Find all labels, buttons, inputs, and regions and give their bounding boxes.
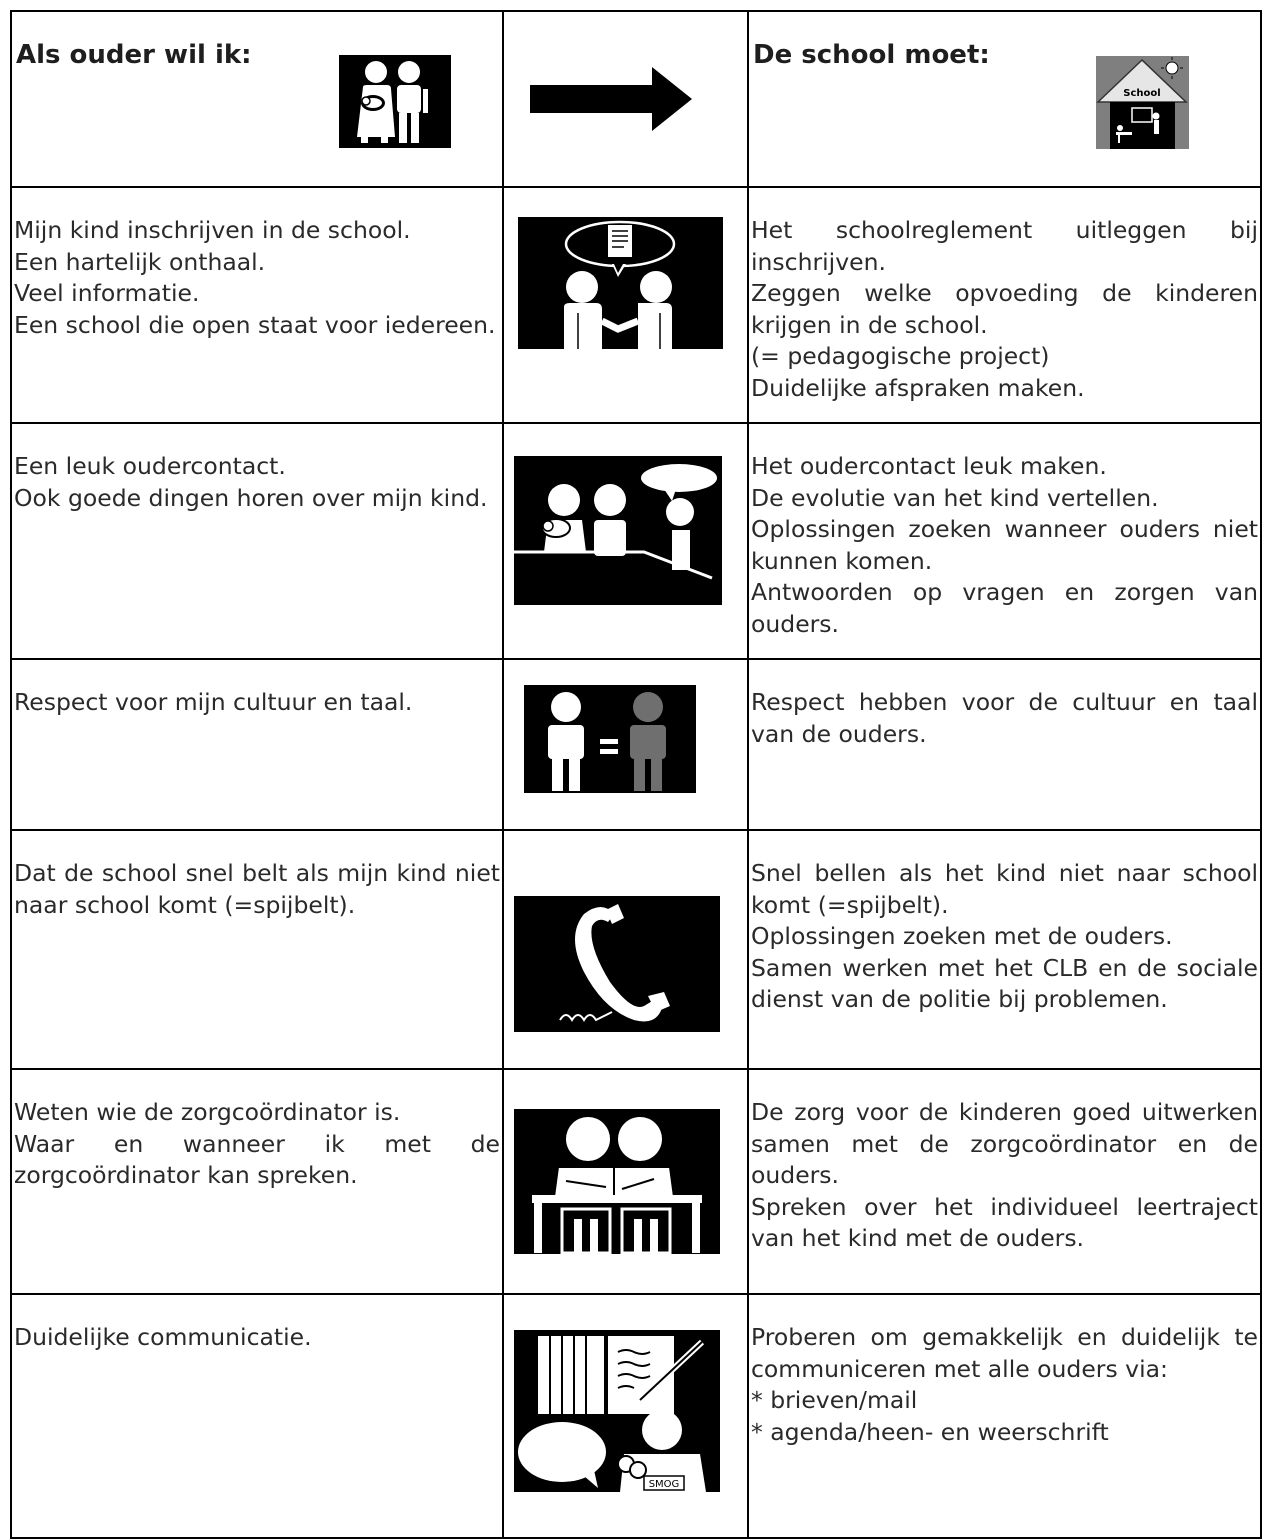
header-arrow-cell xyxy=(503,11,748,187)
table-row xyxy=(11,187,1261,423)
icon-cell xyxy=(503,423,748,659)
school-line: * agenda/heen- en weerschrift xyxy=(751,1417,1109,1446)
parent-line: Weten wie de zorgcoördinator is. xyxy=(14,1098,401,1126)
school-line: Antwoorden op vragen en zorgen van ouders. xyxy=(751,578,1258,638)
school-line: Spreken over het individueel leertraject van het kind met de ouders. xyxy=(751,1192,1258,1252)
header-parent-cell xyxy=(11,11,503,187)
school-cell xyxy=(748,423,1261,659)
smog-label: SMOG xyxy=(648,1479,680,1490)
school-line: Het oudercontact leuk maken. xyxy=(751,452,1107,480)
parent-line: Respect voor mijn cultuur en taal. xyxy=(14,688,413,716)
communication-book-icon xyxy=(514,1330,720,1492)
icon-cell xyxy=(503,1069,748,1294)
school-line: Duidelijke afspraken maken. xyxy=(751,373,1085,402)
table-row xyxy=(11,659,1261,830)
school-cell xyxy=(748,830,1261,1069)
school-cell xyxy=(748,1069,1261,1294)
parent-column-title: Als ouder wil ik: xyxy=(16,40,252,70)
parent-teacher-meeting-icon xyxy=(514,456,722,605)
header-row xyxy=(11,11,1261,187)
school-line: (= pedagogische project) xyxy=(751,342,1050,370)
school-line: De zorg voor de kinderen goed uitwerken samen met de zorgcoördinator en de ouders. xyxy=(751,1098,1258,1189)
telephone-icon xyxy=(514,896,720,1032)
parent-line: Dat de school snel belt als mijn kind niet naar school komt (=spijbelt). xyxy=(14,859,500,919)
school-cell xyxy=(748,187,1261,423)
parent-cell xyxy=(11,659,503,830)
table-row xyxy=(11,830,1261,1069)
parent-school-table xyxy=(10,10,1262,1539)
school-line: Snel bellen als het kind niet naar school komt (=spijbelt). xyxy=(751,859,1258,919)
parent-line: Ook goede dingen horen over mijn kind. xyxy=(14,483,488,512)
parent-line: Een leuk oudercontact. xyxy=(14,452,286,480)
school-line: Samen werken met het CLB en de sociale dienst van de politie bij problemen. xyxy=(751,953,1258,1013)
school-line: * brieven/mail xyxy=(751,1386,918,1414)
icon-cell xyxy=(503,1294,748,1538)
school-column-title: De school moet: xyxy=(753,40,990,70)
parent-line: Duidelijke communicatie. xyxy=(14,1323,312,1351)
school-line: De evolutie van het kind vertellen. xyxy=(751,483,1159,512)
parent-cell xyxy=(11,1069,503,1294)
parent-line: Veel informatie. xyxy=(14,279,200,307)
parent-cell xyxy=(11,423,503,659)
handshake-conversation-icon xyxy=(518,217,723,349)
equal-persons-icon xyxy=(524,685,696,793)
school-cell xyxy=(748,1294,1261,1538)
school-line: Oplossingen zoeken wanneer ouders niet kunnen komen. xyxy=(751,515,1258,575)
parent-line: Een school die open staat voor iedereen. xyxy=(14,310,496,339)
icon-cell xyxy=(503,187,748,423)
school-line: Proberen om gemakkelijk en duidelijk te communiceren met alle ouders via: xyxy=(751,1323,1258,1383)
parents-with-baby-icon xyxy=(339,55,451,148)
parent-cell xyxy=(11,1294,503,1538)
school-line: Het schoolreglement uitleggen bij inschrijven. xyxy=(751,216,1258,276)
parent-cell xyxy=(11,830,503,1069)
parent-line: Een hartelijk onthaal. xyxy=(14,247,266,276)
school-cell xyxy=(748,659,1261,830)
table-row xyxy=(11,423,1261,659)
school-line: Oplossingen zoeken met de ouders. xyxy=(751,922,1173,950)
table-row xyxy=(11,1294,1261,1538)
header-school-cell xyxy=(748,11,1261,187)
parent-line: Mijn kind inschrijven in de school. xyxy=(14,216,411,244)
icon-cell xyxy=(503,659,748,830)
parent-line: Waar en wanneer ik met de zorgcoördinator kan spreken. xyxy=(14,1129,500,1189)
two-persons-at-desk-icon xyxy=(514,1109,720,1254)
school-line: Zeggen welke opvoeding de kinderen krijgen in de school. xyxy=(751,279,1258,339)
icon-cell xyxy=(503,830,748,1069)
table-row xyxy=(11,1069,1261,1294)
school-house-icon xyxy=(1096,56,1189,149)
parent-cell xyxy=(11,187,503,423)
school-line: Respect hebben voor de cultuur en taal van de ouders. xyxy=(751,688,1258,748)
right-arrow-icon xyxy=(530,67,692,131)
school-sign: School xyxy=(1123,88,1161,99)
